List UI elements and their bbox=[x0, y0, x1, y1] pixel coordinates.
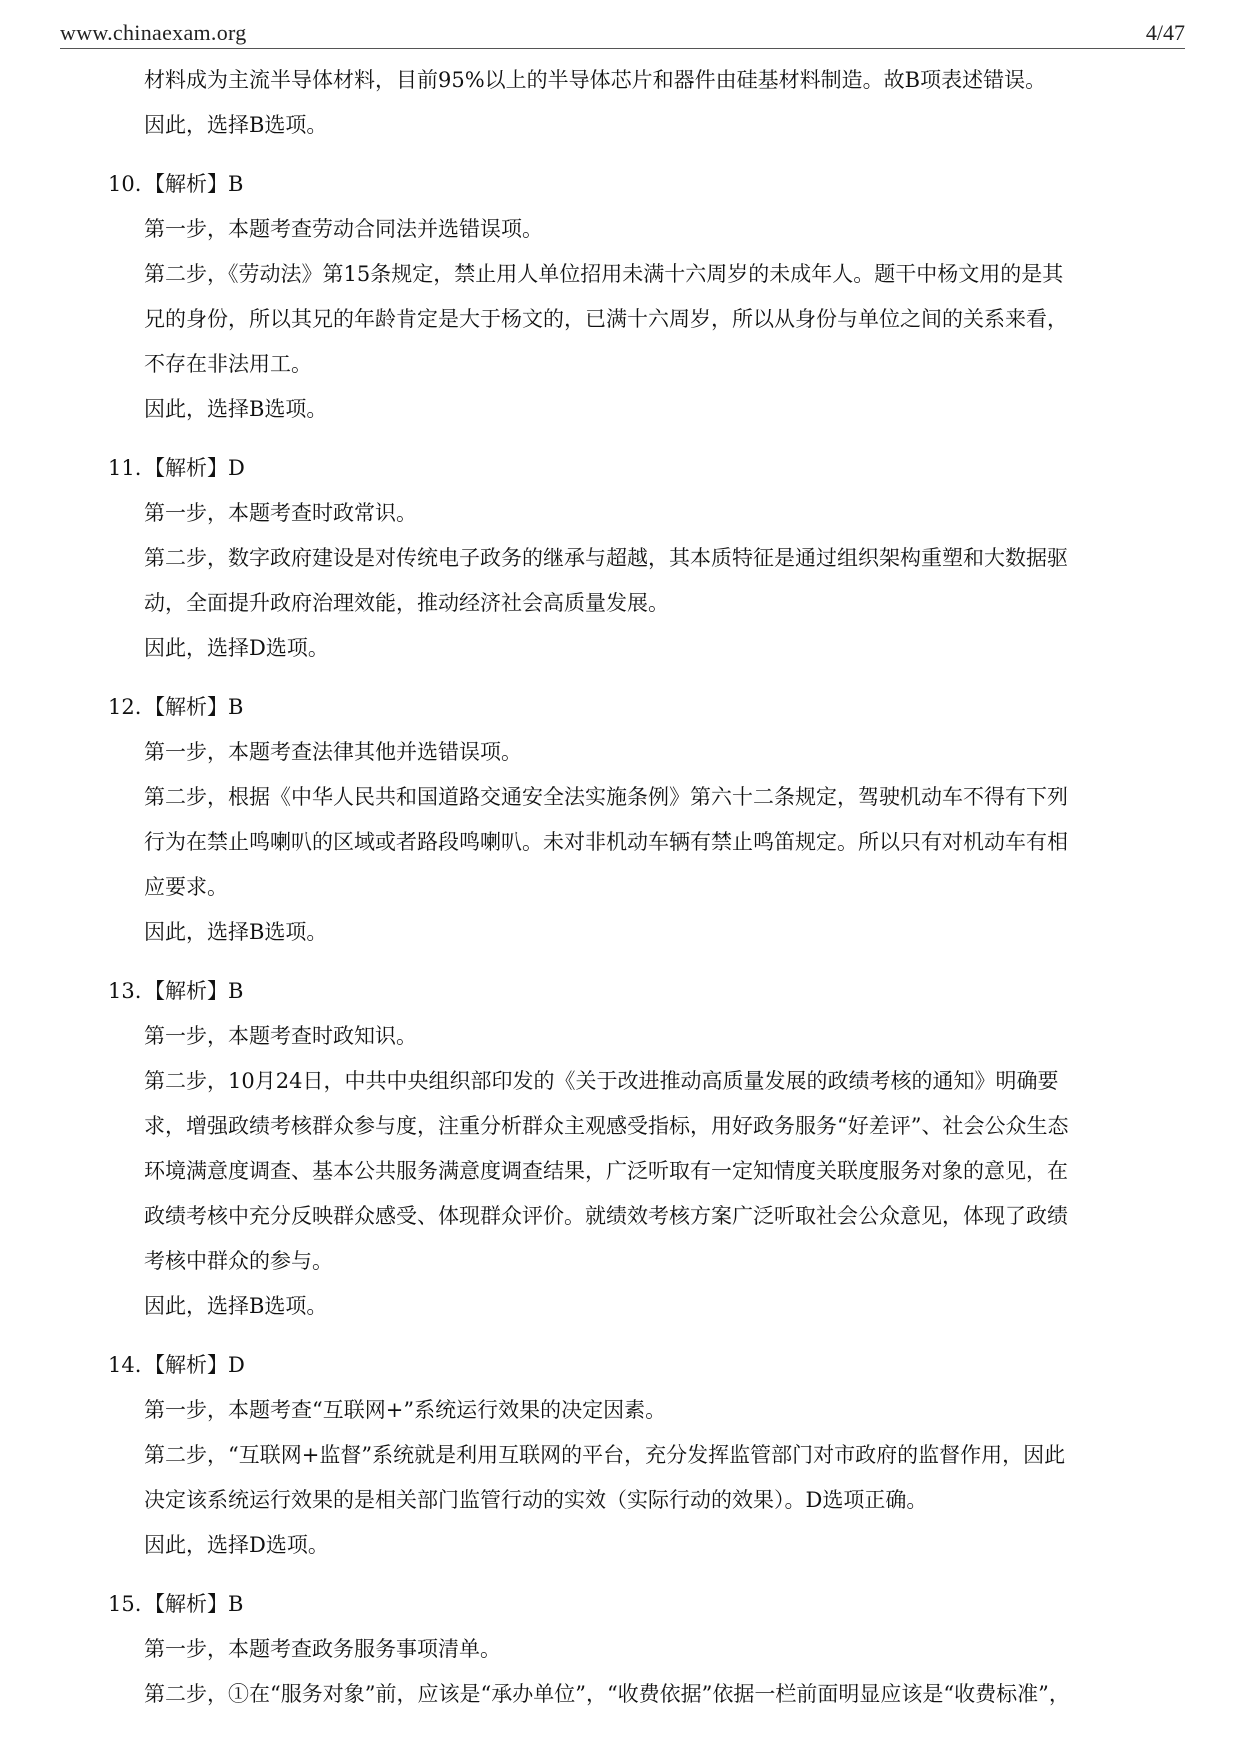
question-number: 14. bbox=[108, 1353, 142, 1377]
paragraph-line: 应要求。 bbox=[144, 875, 228, 899]
answer-heading bbox=[108, 1582, 1148, 1627]
answer-label: 【解析】B bbox=[144, 1592, 244, 1616]
paragraph-line: 考核中群众的参与。 bbox=[144, 1249, 333, 1273]
paragraph-line: 第一步，本题考查政务服务事项清单。 bbox=[144, 1637, 501, 1661]
paragraph-line: 决定该系统运行效果的是相关部门监管行动的实效（实际行动的效果）。D选项正确。 bbox=[144, 1488, 928, 1512]
answer-item bbox=[108, 1582, 1148, 1717]
paragraph-line: 因此，选择B选项。 bbox=[144, 920, 328, 944]
paragraph-line: 第二步，数字政府建设是对传统电子政务的继承与超越，其本质特征是通过组织架构重塑和大数据驱 bbox=[144, 546, 1068, 570]
paragraph-line: 第一步，本题考查劳动合同法并选错误项。 bbox=[144, 217, 543, 241]
question-number: 11. bbox=[108, 456, 142, 480]
paragraph-line: 第二步，“互联网+监督”系统就是利用互联网的平台，充分发挥监管部门对市政府的监督作用，因此 bbox=[144, 1443, 1066, 1467]
paragraph-line: 兄的身份，所以其兄的年龄肯定是大于杨文的，已满十六周岁，所以从身份与单位之间的关系来看， bbox=[144, 307, 1068, 331]
paragraph-line: 第二步，《劳动法》第15条规定，禁止用人单位招用未满十六周岁的未成年人。题干中杨文用的是其 bbox=[144, 262, 1064, 286]
paragraph-line: 第一步，本题考查时政常识。 bbox=[144, 501, 417, 525]
intro-block bbox=[108, 58, 1148, 148]
site-url[interactable]: www.chinaexam.org bbox=[60, 20, 247, 45]
question-number: 15. bbox=[108, 1592, 142, 1616]
answer-list bbox=[108, 162, 1148, 1717]
paragraph-line: 动，全面提升政府治理效能，推动经济社会高质量发展。 bbox=[144, 591, 669, 615]
answer-item bbox=[108, 1343, 1148, 1568]
paragraph-line: 第二步，根据《中华人民共和国道路交通安全法实施条例》第六十二条规定，驾驶机动车不得有下列 bbox=[144, 785, 1068, 809]
answer-heading bbox=[108, 162, 1148, 207]
paragraph-line: 因此，选择B选项。 bbox=[144, 113, 328, 137]
answer-heading bbox=[108, 1343, 1148, 1388]
question-number: 13. bbox=[108, 979, 142, 1003]
question-number: 10. bbox=[108, 172, 142, 196]
answer-label: 【解析】B bbox=[144, 695, 244, 719]
paragraph-line: 第二步，①在“服务对象”前，应该是“承办单位”，“收费依据”依据一栏前面明显应该是“收费标准”， bbox=[144, 1682, 1070, 1706]
paragraph-line: 第二步，10月24日，中共中央组织部印发的《关于改进推动高质量发展的政绩考核的通知》明确要 bbox=[144, 1069, 1059, 1093]
answer-label: 【解析】D bbox=[144, 1353, 245, 1377]
paragraph-line: 求，增强政绩考核群众参与度，注重分析群众主观感受指标，用好政务服务“好差评”、社会公众生态 bbox=[144, 1114, 1069, 1138]
answer-label: 【解析】D bbox=[144, 456, 245, 480]
page-number: 4/47 bbox=[1145, 20, 1185, 45]
answer-item bbox=[108, 446, 1148, 671]
paragraph-line: 材料成为主流半导体材料，目前95%以上的半导体芯片和器件由硅基材料制造。故B项表述错误。 bbox=[144, 68, 1047, 92]
paragraph-line: 因此，选择D选项。 bbox=[144, 636, 329, 660]
paragraph-line: 第一步，本题考查法律其他并选错误项。 bbox=[144, 740, 522, 764]
paragraph-line: 因此，选择D选项。 bbox=[144, 1533, 329, 1557]
paragraph-line: 不存在非法用工。 bbox=[144, 352, 312, 376]
answer-label: 【解析】B bbox=[144, 172, 244, 196]
answer-item bbox=[108, 162, 1148, 432]
paragraph-line: 第一步，本题考查“互联网+”系统运行效果的决定因素。 bbox=[144, 1398, 667, 1422]
question-number: 12. bbox=[108, 695, 142, 719]
page-header bbox=[60, 20, 1185, 49]
answer-label: 【解析】B bbox=[144, 979, 244, 1003]
paragraph-line: 行为在禁止鸣喇叭的区域或者路段鸣喇叭。未对非机动车辆有禁止鸣笛规定。所以只有对机动车有相 bbox=[144, 830, 1068, 854]
paragraph-line: 因此，选择B选项。 bbox=[144, 1294, 328, 1318]
answer-item bbox=[108, 969, 1148, 1329]
answer-item bbox=[108, 685, 1148, 955]
paragraph-line: 环境满意度调查、基本公共服务满意度调查结果，广泛听取有一定知情度关联度服务对象的意见，在 bbox=[144, 1159, 1068, 1183]
answer-heading bbox=[108, 685, 1148, 730]
paragraph-line: 因此，选择B选项。 bbox=[144, 397, 328, 421]
page-content bbox=[108, 58, 1148, 1717]
answer-heading bbox=[108, 446, 1148, 491]
paragraph-line: 政绩考核中充分反映群众感受、体现群众评价。就绩效考核方案广泛听取社会公众意见，体现了政绩 bbox=[144, 1204, 1068, 1228]
answer-heading bbox=[108, 969, 1148, 1014]
paragraph-line: 第一步，本题考查时政知识。 bbox=[144, 1024, 417, 1048]
